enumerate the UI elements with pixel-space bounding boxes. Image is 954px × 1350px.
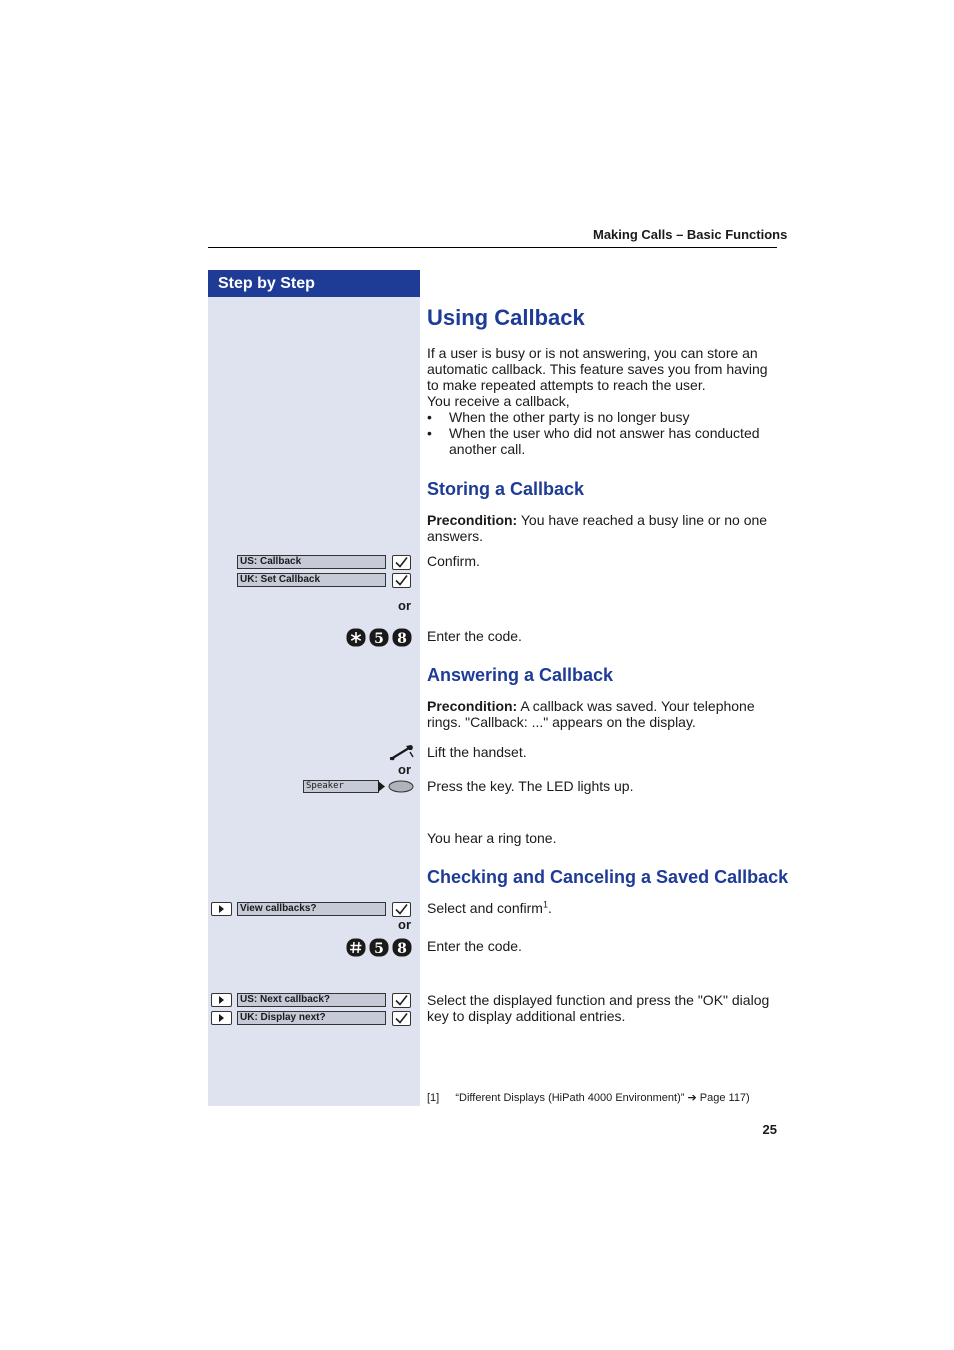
section-heading-checking: Checking and Canceling a Saved Callback — [427, 867, 789, 887]
confirm-text: Confirm. — [427, 553, 480, 569]
or-label: or — [398, 762, 411, 777]
svg-text:8: 8 — [397, 941, 407, 957]
step-by-step-heading: Step by Step — [208, 270, 420, 297]
running-title: Making Calls – Basic Functions — [593, 227, 788, 242]
section-heading-storing: Storing a Callback — [427, 479, 585, 499]
select-confirm-label: Select and confirm — [427, 900, 543, 916]
intro-line: If a user is busy or is not answering, you can store an — [427, 345, 758, 361]
arrow-right-icon: ➔ — [687, 1092, 697, 1104]
display-uk-display-next[interactable]: UK: Display next? — [237, 1011, 386, 1025]
precondition-text: answers. — [427, 528, 484, 544]
svg-text:8: 8 — [397, 631, 407, 647]
speaker-key-label[interactable]: Speaker — [303, 780, 379, 793]
footnote-page-ref[interactable]: Page 117) — [699, 1092, 750, 1104]
display-view-callbacks[interactable]: View callbacks? — [237, 902, 386, 916]
checkmark-icon[interactable] — [392, 993, 411, 1008]
bullet-line: When the user who did not answer has conducted — [449, 425, 760, 441]
hash-key-icon[interactable] — [346, 938, 366, 957]
arrow-right-icon — [378, 780, 386, 793]
footnote-reference[interactable]: 1 — [542, 899, 548, 910]
or-label: or — [398, 917, 411, 932]
answering-precondition — [427, 698, 787, 730]
checkmark-icon[interactable] — [392, 573, 411, 588]
select-function-line: Select the displayed function and press the "OK" dialog — [427, 992, 770, 1008]
or-label: or — [398, 598, 411, 613]
intro-line: You receive a callback, — [427, 393, 570, 409]
intro-line: automatic callback. This feature saves you from having — [427, 361, 768, 377]
enter-code-text: Enter the code. — [427, 938, 522, 954]
checkmark-icon[interactable] — [392, 902, 411, 917]
press-key-text: Press the key. The LED lights up. — [427, 778, 634, 794]
bullet-line: another call. — [449, 441, 526, 457]
precondition-text: rings. "Callback: ..." appears on the display. — [427, 714, 696, 730]
display-us-next-callback[interactable]: US: Next callback? — [237, 993, 386, 1007]
svg-text:5: 5 — [374, 941, 384, 957]
star-key-icon[interactable] — [346, 628, 366, 647]
select-confirm-text — [427, 900, 552, 916]
bullet-symbol: • — [427, 425, 432, 441]
key-5-icon[interactable] — [369, 628, 389, 647]
page-title: Using Callback — [427, 305, 585, 330]
page-number: 25 — [762, 1122, 777, 1137]
key-8-icon[interactable] — [392, 938, 412, 957]
storing-precondition — [427, 512, 787, 544]
header-rule — [208, 247, 777, 248]
bullet-item — [427, 409, 787, 425]
display-us-callback[interactable]: US: Callback — [237, 555, 386, 569]
ring-tone-text: You hear a ring tone. — [427, 830, 557, 846]
bullet-text: When the other party is no longer busy — [449, 409, 690, 425]
checkmark-icon[interactable] — [392, 555, 411, 570]
enter-code-text: Enter the code. — [427, 628, 522, 644]
bullet-text — [449, 425, 779, 457]
bullet-item — [427, 425, 787, 457]
intro-line: to make repeated attempts to reach the user. — [427, 377, 706, 393]
display-uk-set-callback[interactable]: UK: Set Callback — [237, 573, 386, 587]
scroll-arrow-icon[interactable] — [211, 902, 232, 916]
scroll-arrow-icon[interactable] — [211, 993, 232, 1007]
key-5-icon[interactable] — [369, 938, 389, 957]
precondition-label: Precondition: — [427, 512, 518, 528]
speaker-key-icon[interactable] — [388, 780, 414, 793]
footnote-link-text[interactable]: “Different Displays (HiPath 4000 Environment)” — [455, 1092, 685, 1104]
bullet-symbol: • — [427, 409, 432, 425]
sentence-period: . — [547, 900, 552, 916]
svg-text:5: 5 — [374, 631, 384, 647]
scroll-arrow-icon[interactable] — [211, 1011, 232, 1025]
key-8-icon[interactable] — [392, 628, 412, 647]
precondition-text: A callback was saved. Your telephone — [517, 698, 755, 714]
precondition-label: Precondition: — [427, 698, 518, 714]
lift-handset-text: Lift the handset. — [427, 744, 527, 760]
footnote — [427, 1091, 750, 1104]
intro-paragraph — [427, 345, 787, 409]
select-function-line: key to display additional entries. — [427, 1008, 626, 1024]
handset-lift-icon — [389, 744, 414, 762]
precondition-text: You have reached a busy line or no one — [517, 512, 768, 528]
section-heading-answering: Answering a Callback — [427, 665, 614, 685]
step-by-step-column — [208, 270, 420, 1106]
select-function-text — [427, 992, 787, 1024]
checkmark-icon[interactable] — [392, 1011, 411, 1026]
footnote-marker: [1] — [427, 1092, 440, 1104]
